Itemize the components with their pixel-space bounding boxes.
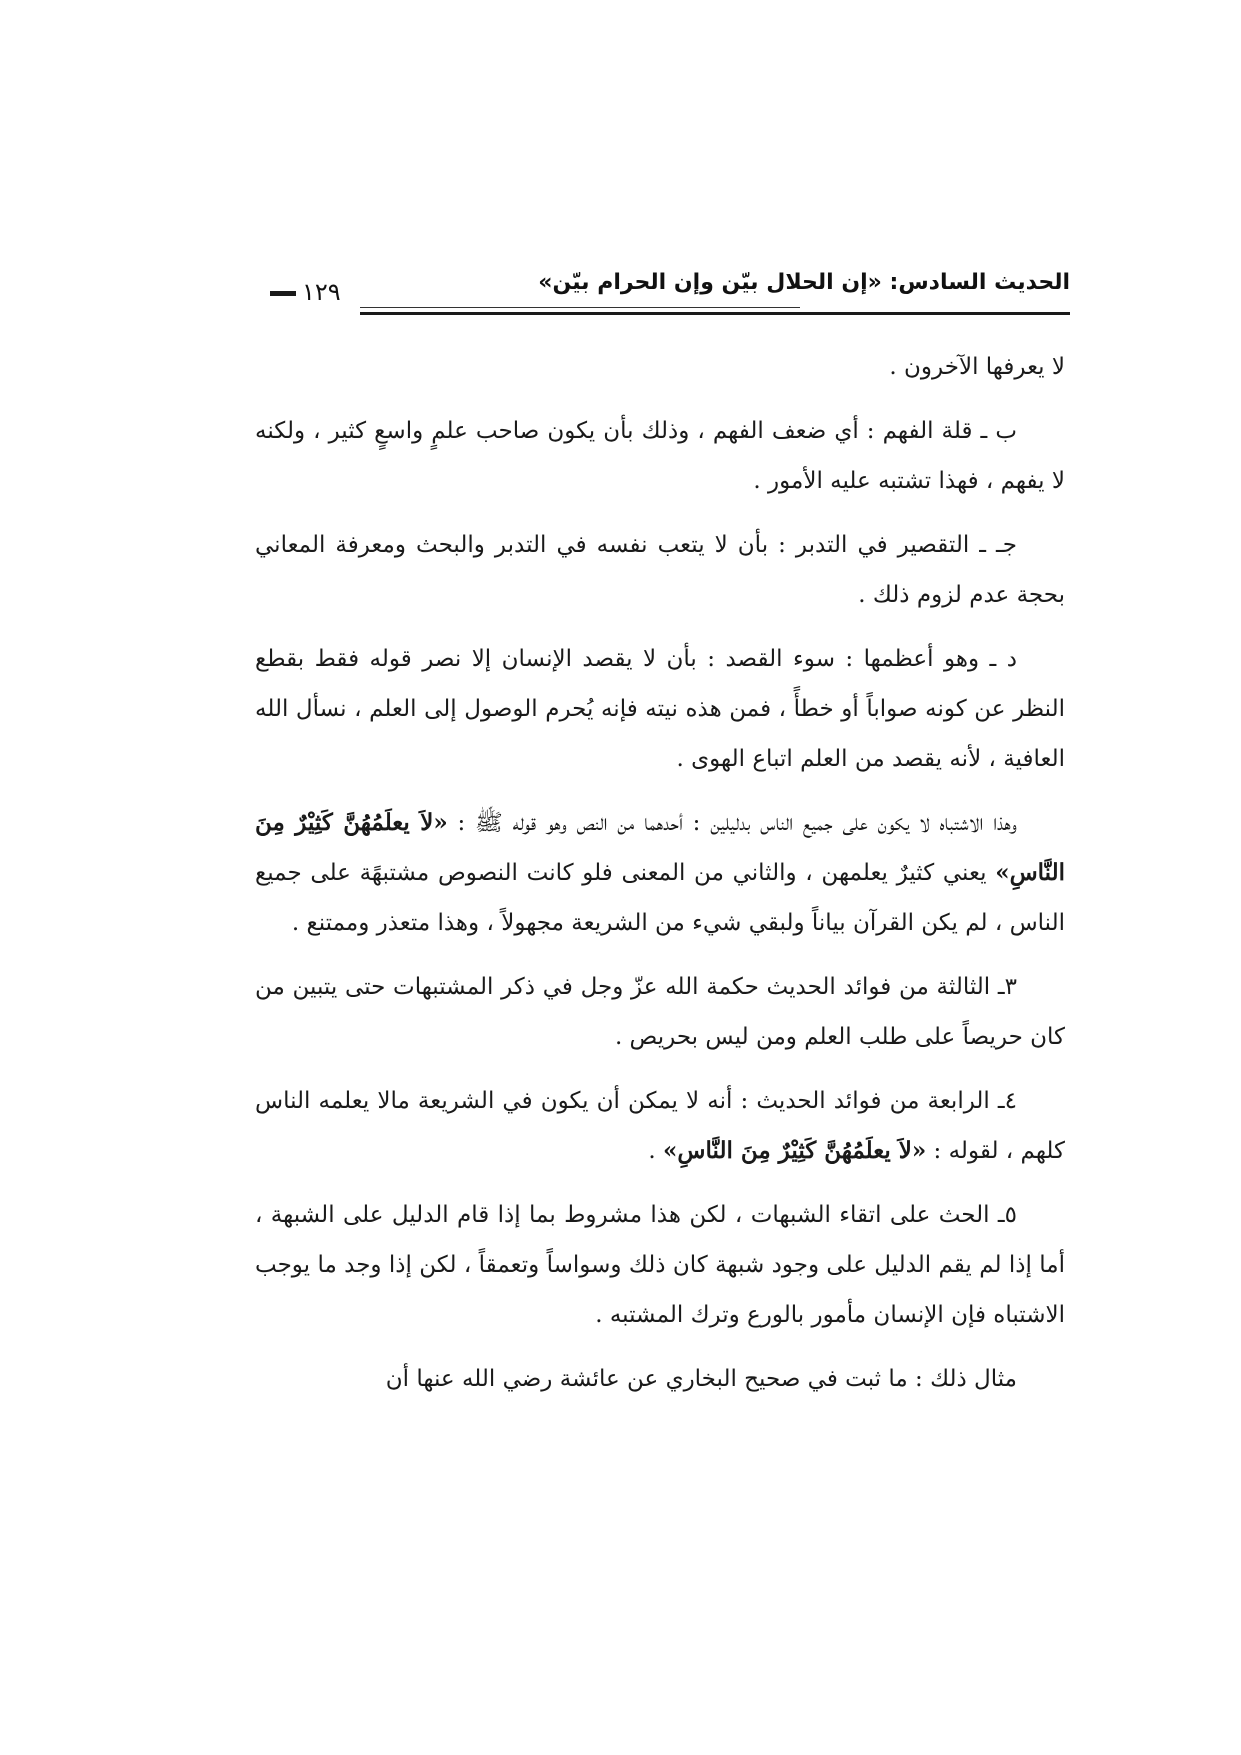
page-number-text: ١٢٩: [302, 278, 341, 306]
paragraph-example: مثال ذلك : ما ثبت في صحيح البخاري عن عائشة رضي الله عنها أن: [385, 1366, 1017, 1392]
header-rule-thin: [360, 307, 800, 308]
hadith-quote: «لاَ يعلَمُهُنَّ كَثِيْرٌ مِنَ النَّاسِ»: [663, 1137, 927, 1164]
paragraph-benefit-5: ٥ـ الحث على اتقاء الشبهات ، لكن هذا مشروط بما إذا قام الدليل على الشبهة ، أما إذا لم يقم الدليل على وجود شبهة كان ذلك وسواساً وتعمقاً ، لكن إذا وجد ما يوجب الاشتباه فإن الإنسان مأمور بالورع وترك المشتبه .: [255, 1202, 1065, 1328]
paragraph-item-d: د ـ وهو أعظمها : سوء القصد : بأن لا يقصد الإنسان إلا نصر قوله فقط بقطع النظر عن كونه صواباً أو خطأً ، فمن هذه نيته فإنه يُحرم الوصول إلى العلم ، نسأل الله العافية ، لأنه يقصد من العلم اتباع الهوى .: [255, 646, 1065, 772]
paragraph-benefit-4: [255, 1076, 1065, 1176]
page-number-dash: [270, 291, 296, 296]
body-text: [255, 342, 1065, 1418]
header-rule: [360, 312, 1070, 315]
hadith-quote: «لاَ يعلَمُهُنَّ كَثِيْرٌ مِنَ النَّاسِ»: [255, 809, 1065, 886]
paragraph-text: وهذا الاشتباه لا يكون على جميع الناس بدليلين : أحدهما من النص وهو قوله ﷺ :: [447, 810, 1017, 836]
running-header: [270, 270, 1070, 320]
paragraph-benefit-3: ٣ـ الثالثة من فوائد الحديث حكمة الله عزّ وجل في ذكر المشتبهات حتى يتبين من كان حريصاً على طلب العلم ومن ليس بحريص .: [255, 974, 1065, 1050]
paragraph-item-j: جـ ـ التقصير في التدبر : بأن لا يتعب نفسه في التدبر والبحث ومعرفة المعاني بحجة عدم لزوم ذلك .: [255, 532, 1065, 608]
paragraph-text: .: [648, 1138, 664, 1164]
paragraph-item-b: ب ـ قلة الفهم : أي ضعف الفهم ، وذلك بأن يكون صاحب علمٍ واسعٍ كثير ، ولكنه لا يفهم ، فهذا تشتبه عليه الأمور .: [255, 418, 1065, 494]
chapter-title: الحديث السادس: «إن الحلال بيّن وإن الحرام بيّن»: [538, 270, 1070, 295]
paragraph-text: يعني كثيرٌ يعلمهن ، والثاني من المعنى فلو كانت النصوص مشتبهًة على جميع الناس ، لم يكن القرآن بياناً ولبقي شيء من الشريعة مجهولاً ، وهذا متعذر وممتنع .: [255, 860, 1065, 936]
paragraph-text: ٤ـ الرابعة من فوائد الحديث : أنه لا يمكن أن يكون في الشريعة مالا يعلمه الناس كلهم ، لقوله :: [255, 1088, 1065, 1164]
paragraph-continuation: لا يعرفها الآخرون .: [889, 354, 1065, 380]
paragraph-two-proofs: [255, 798, 1065, 948]
page-number: [270, 278, 341, 306]
